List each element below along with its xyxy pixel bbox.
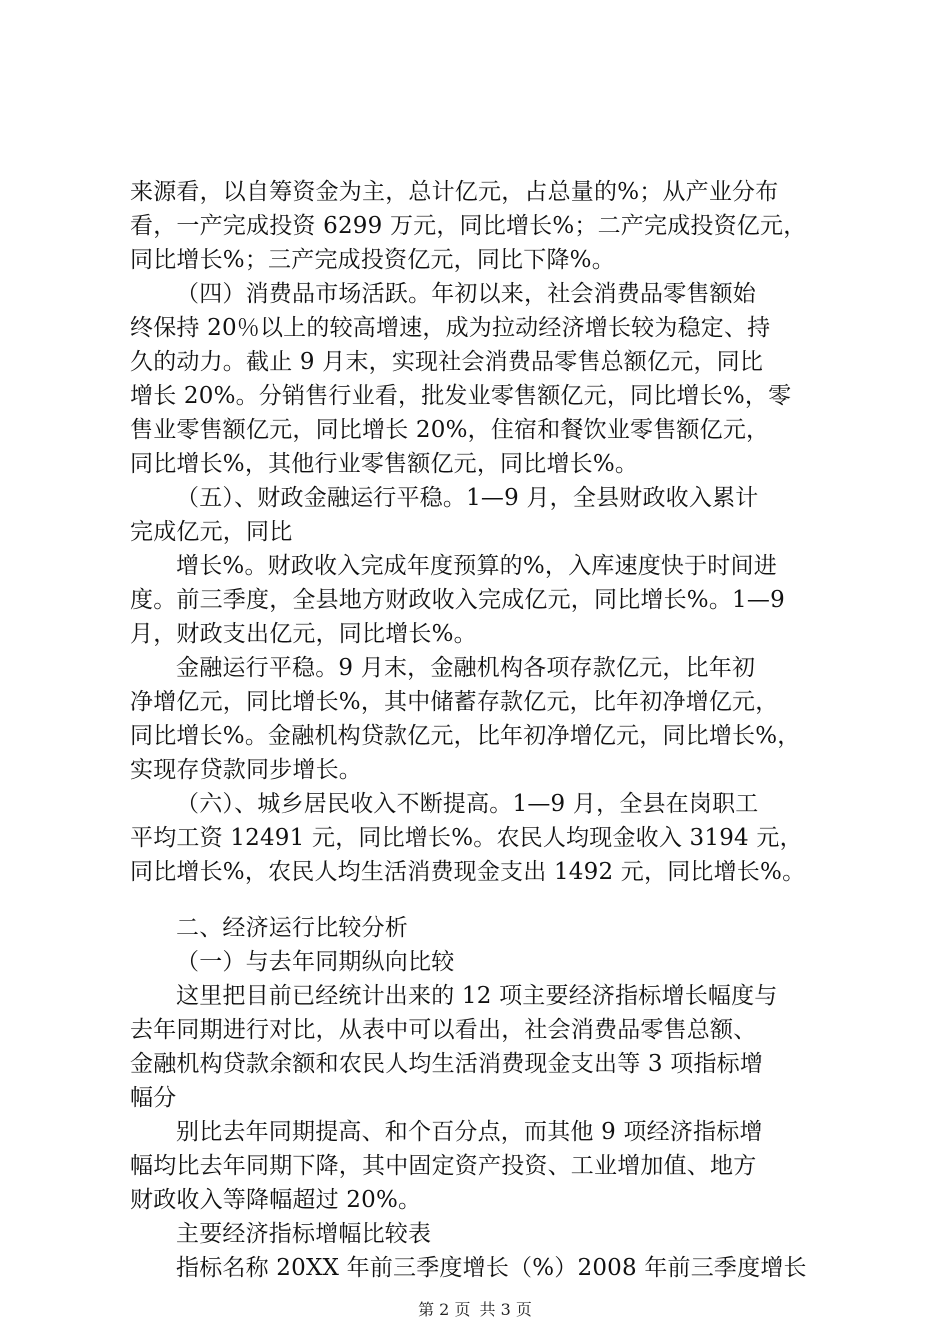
paragraph-line: 终保持 20％以上的较高增速，成为拉动经济增长较为稳定、持 — [130, 315, 771, 341]
page-number: 第 2 页 — [418, 1300, 471, 1319]
paragraph-line: 同比增长%，其他行业零售额亿元，同比增长%。 — [130, 451, 639, 477]
paragraph-line: 看，一产完成投资 6299 万元，同比增长%；二产完成投资亿元， — [130, 213, 807, 239]
paragraph-line: 增长 20%。分销售行业看，批发业零售额亿元，同比增长%，零 — [130, 383, 792, 409]
paragraph-line: 同比增长%；三产完成投资亿元，同比下降%。 — [130, 247, 615, 273]
page-total: 共 3 页 — [479, 1300, 532, 1319]
paragraph-line: 这里把目前已经统计出来的 12 项主要经济指标增长幅度与 — [176, 983, 778, 1009]
paragraph-line: 月，财政支出亿元，同比增长%。 — [130, 621, 477, 647]
paragraph-line: 幅分 — [130, 1085, 177, 1111]
paragraph-line: （五）、财政金融运行平稳。1—9 月，全县财政收入累计 — [176, 485, 759, 511]
paragraph-line: 别比去年同期提高、和个百分点，而其他 9 项经济指标增 — [176, 1119, 763, 1145]
paragraph-line: 久的动力。截止 9 月末，实现社会消费品零售总额亿元，同比 — [130, 349, 764, 375]
paragraph-line: 完成亿元，同比 — [130, 519, 293, 545]
paragraph-line: 财政收入等降幅超过 20%。 — [130, 1187, 422, 1213]
paragraph-line: 增长%。财政收入完成年度预算的%，入库速度快于时间进 — [176, 553, 777, 579]
page-footer — [0, 1300, 950, 1320]
paragraph-line: 实现存贷款同步增长。 — [130, 757, 362, 783]
table-title: 主要经济指标增幅比较表 — [176, 1221, 432, 1247]
subsection-heading: （一）与去年同期纵向比较 — [176, 949, 455, 975]
paragraph-line: 去年同期进行对比，从表中可以看出，社会消费品零售总额、 — [130, 1017, 757, 1043]
paragraph-line: 同比增长%。金融机构贷款亿元，比年初净增亿元，同比增长%， — [130, 723, 801, 749]
section-heading: 二、经济运行比较分析 — [176, 915, 408, 941]
paragraph-line: 幅均比去年同期下降，其中固定资产投资、工业增加值、地方 — [130, 1153, 757, 1179]
paragraph-line: 金融运行平稳。9 月末，金融机构各项存款亿元，比年初 — [176, 655, 756, 681]
paragraph-line: （四）消费品市场活跃。年初以来，社会消费品零售额始 — [176, 281, 756, 307]
paragraph-line: 来源看，以自筹资金为主，总计亿元，占总量的%；从产业分布 — [130, 179, 779, 205]
paragraph-line: 售业零售额亿元，同比增长 20%，住宿和餐饮业零售额亿元， — [130, 417, 770, 443]
paragraph-line: （六）、城乡居民收入不断提高。1—9 月，全县在岗职工 — [176, 791, 759, 817]
table-header-line: 指标名称 20XX 年前三季度增长（%）2008 年前三季度增长 — [176, 1255, 807, 1281]
paragraph-line: 金融机构贷款余额和农民人均生活消费现金支出等 3 项指标增 — [130, 1051, 764, 1077]
paragraph-line: 净增亿元，同比增长%，其中储蓄存款亿元，比年初净增亿元， — [130, 689, 779, 715]
paragraph-line: 度。前三季度，全县地方财政收入完成亿元，同比增长%。1—9 — [130, 587, 785, 613]
paragraph-line: 同比增长%，农民人均生活消费现金支出 1492 元，同比增长%。 — [130, 859, 806, 885]
paragraph-line: 平均工资 12491 元，同比增长%。农民人均现金收入 3194 元， — [130, 825, 803, 851]
